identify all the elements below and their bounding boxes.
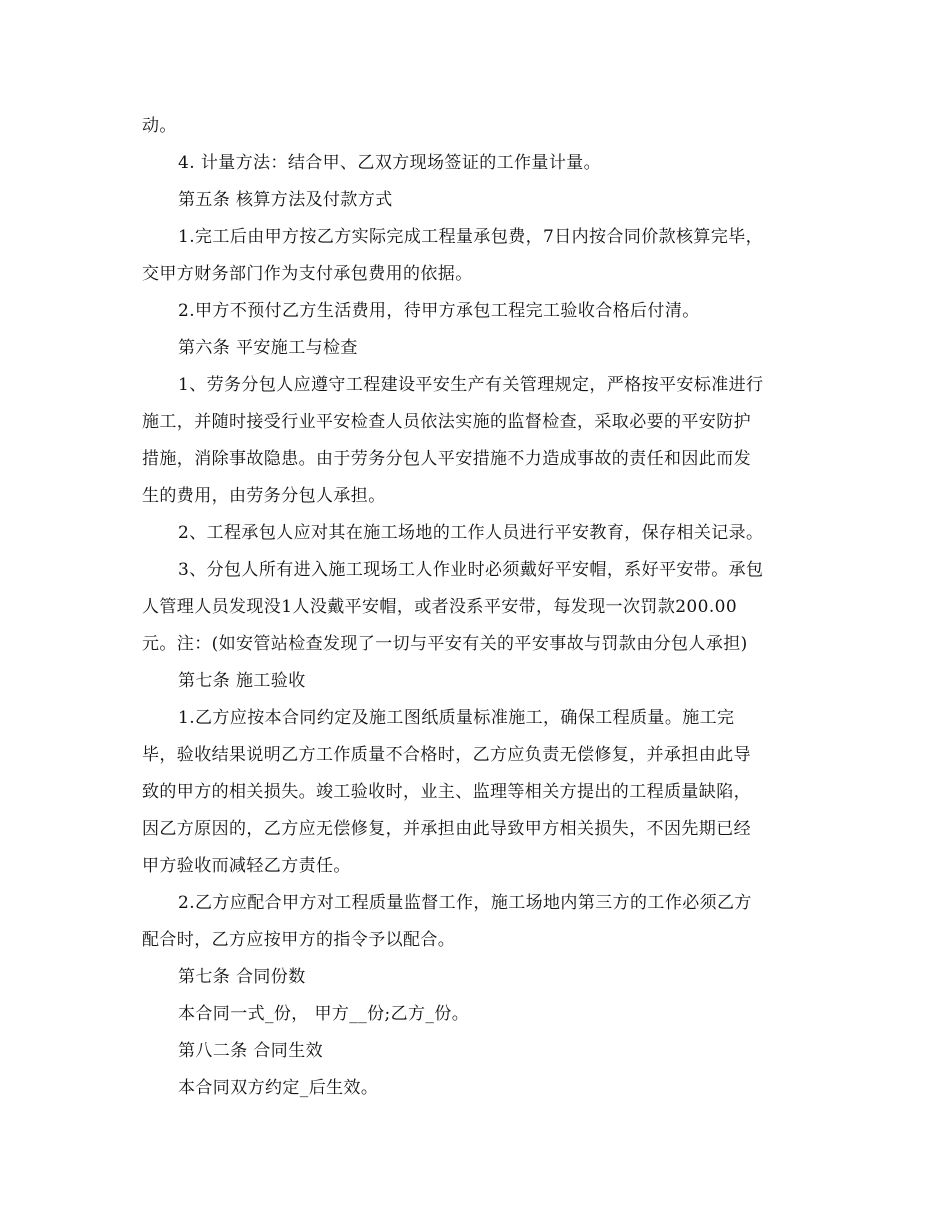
text-line: 2.乙方应配合甲方对工程质量监督工作，施工场地内第三方的工作必须乙方	[178, 893, 752, 913]
text-line: 本合同双方约定_后生效。	[178, 1078, 379, 1098]
text-line: 毕，验收结果说明乙方工作质量不合格时，乙方应负责无偿修复，并承担由此导	[142, 745, 751, 765]
text-line: 交甲方财务部门作为支付承包费用的依据。	[142, 264, 473, 284]
text-line: 2、工程承包人应对其在施工场地的工作人员进行平安教育，保存相关记录。	[178, 523, 764, 543]
text-line: 因乙方原因的，乙方应无偿修复，并承担由此导致甲方相关损失，不因先期已经	[142, 819, 751, 839]
text-line: 3、分包人所有进入施工现场工人作业时必须戴好平安帽，系好平安带。承包	[178, 560, 764, 580]
text-line: 配合时，乙方应按甲方的指令予以配合。	[142, 930, 456, 950]
text-line: 第六条 平安施工与检查	[178, 338, 358, 358]
text-line: 第五条 核算方法及付款方式	[178, 190, 393, 210]
text-line: 第七条 合同份数	[178, 967, 306, 987]
text-line: 1.完工后由甲方按乙方实际完成工程量承包费，7日内按合同价款核算完毕，	[178, 227, 764, 247]
document-body	[142, 108, 810, 1107]
text-line: 措施，消除事故隐患。由于劳务分包人平安措施不力造成事故的责任和因此而发	[142, 449, 751, 469]
text-line: 致的甲方的相关损失。竣工验收时，业主、监理等相关方提出的工程质量缺陷，	[142, 782, 751, 802]
text-line: 人管理人员发现没1人没戴平安帽，或者没系平安带，每发现一次罚款200.00	[142, 597, 738, 617]
text-line: 甲方验收而减轻乙方责任。	[142, 856, 351, 876]
text-line: 第七条 施工验收	[178, 671, 306, 691]
text-line: 元。注：(如安管站检查发现了一切与平安有关的平安事故与罚款由分包人承担)	[142, 634, 748, 654]
text-line: 2.甲方不预付乙方生活费用，待甲方承包工程完工验收合格后付清。	[178, 301, 700, 321]
text-line: 1、劳务分包人应遵守工程建设平安生产有关管理规定，严格按平安标准进行	[178, 375, 764, 395]
text-line: 生的费用，由劳务分包人承担。	[142, 486, 386, 506]
text-line: 4. 计量方法：结合甲、乙双方现场签证的工作量计量。	[178, 153, 602, 173]
text-line: 第八二条 合同生效	[178, 1041, 324, 1061]
text-line: 1.乙方应按本合同约定及施工图纸质量标准施工，确保工程质量。施工完	[178, 708, 735, 728]
text-line: 本合同一式_份， 甲方__份;乙方_份。	[178, 1004, 470, 1024]
text-line: 施工，并随时接受行业平安检查人员依法实施的监督检查，采取必要的平安防护	[142, 412, 751, 432]
text-line: 动。	[142, 116, 177, 136]
